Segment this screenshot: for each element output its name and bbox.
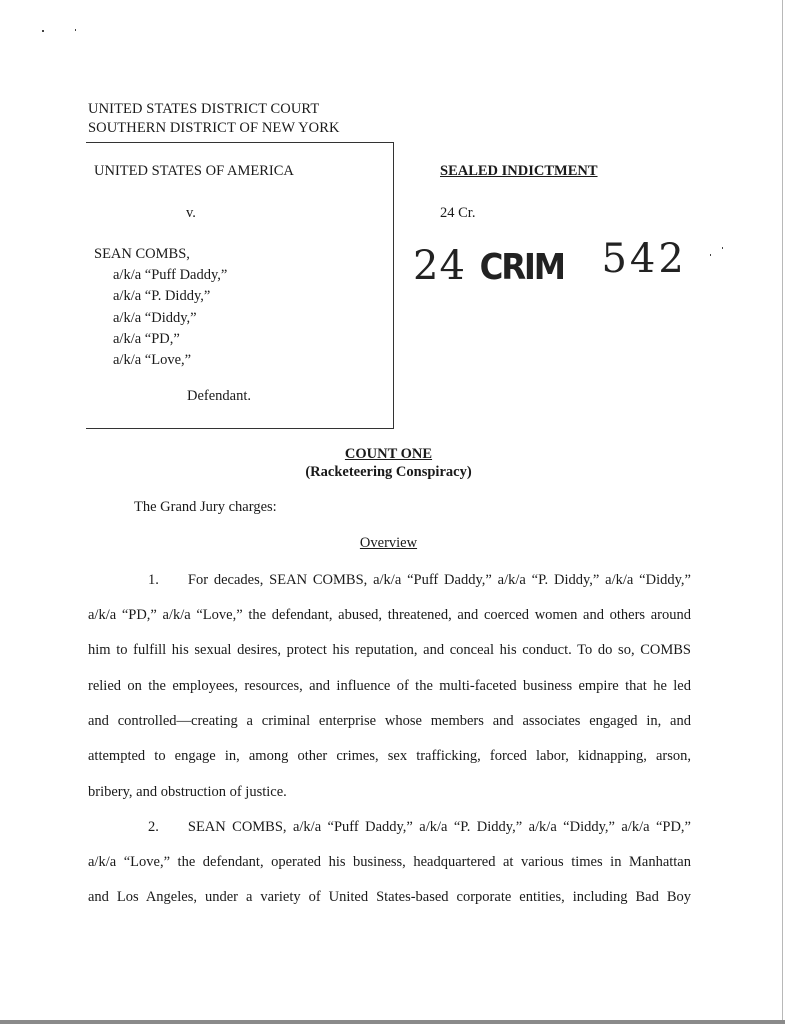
- body-line: and controlled—creating a criminal enterprise whose members and associates engaged in, and: [88, 713, 691, 729]
- body-line: 2. SEAN COMBS, a/k/a “Puff Daddy,” a/k/a “P. Diddy,” a/k/a “Diddy,” a/k/a “PD,”: [148, 819, 691, 835]
- body-line: 1. For decades, SEAN COMBS, a/k/a “Puff Daddy,” a/k/a “P. Diddy,” a/k/a “Diddy,”: [148, 572, 691, 588]
- page-edge: [782, 0, 783, 1020]
- court-name: UNITED STATES DISTRICT COURT: [88, 101, 320, 117]
- court-heading: [88, 100, 340, 138]
- alias-item: a/k/a “Puff Daddy,”: [113, 267, 228, 283]
- scan-speck: [722, 247, 723, 249]
- stamp-crim: CRIM: [479, 247, 564, 288]
- alias-item: a/k/a “P. Diddy,”: [113, 288, 211, 305]
- scan-speck: [710, 254, 711, 256]
- body-line: a/k/a “Love,” the defendant, operated his business, headquartered at various times in Manhattan: [88, 854, 691, 870]
- body-line: bribery, and obstruction of justice.: [88, 784, 287, 800]
- section-heading: Overview: [359, 535, 418, 551]
- case-number-stamp: [413, 236, 687, 289]
- stamp-number: 542: [601, 236, 687, 282]
- stamp-year: 24: [413, 243, 466, 289]
- plaintiff-name: UNITED STATES OF AMERICA: [94, 163, 294, 179]
- alias-item: a/k/a “Diddy,”: [113, 309, 197, 326]
- document-type: SEALED INDICTMENT: [440, 163, 598, 179]
- alias-list: [113, 265, 227, 371]
- count-subtitle: (Racketeering Conspiracy): [305, 464, 472, 480]
- defendant-name: SEAN COMBS,: [94, 246, 190, 262]
- alias-item: a/k/a “Love,”: [113, 352, 192, 369]
- versus-label: v.: [186, 205, 196, 221]
- body-line: a/k/a “PD,” a/k/a “Love,” the defendant, abused, threatened, and coerced women and others around: [88, 607, 691, 623]
- body-line: attempted to engage in, among other crimes, sex trafficking, forced labor, kidnapping, arson,: [88, 748, 691, 764]
- body-line: relied on the employees, resources, and influence of the multi-faceted business empire that he led: [88, 678, 691, 694]
- body-line: him to fulfill his sexual desires, protect his reputation, and conceal his conduct. To do so, COMBS: [88, 642, 691, 658]
- scroll-edge: [0, 1020, 785, 1024]
- alias-item: a/k/a “PD,”: [113, 330, 180, 347]
- scan-speck: [75, 29, 76, 31]
- court-district: SOUTHERN DISTRICT OF NEW YORK: [88, 120, 340, 136]
- case-number-prefix: 24 Cr.: [440, 205, 476, 221]
- count-title: COUNT ONE: [344, 446, 433, 462]
- count-heading: [0, 446, 777, 481]
- body-line: and Los Angeles, under a variety of United States-based corporate entities, including Bad Boy: [88, 889, 691, 905]
- defendant-label: Defendant.: [187, 388, 252, 404]
- grand-jury-charges: The Grand Jury charges:: [134, 499, 277, 515]
- case-caption: [86, 142, 394, 429]
- scan-speck: [42, 30, 44, 32]
